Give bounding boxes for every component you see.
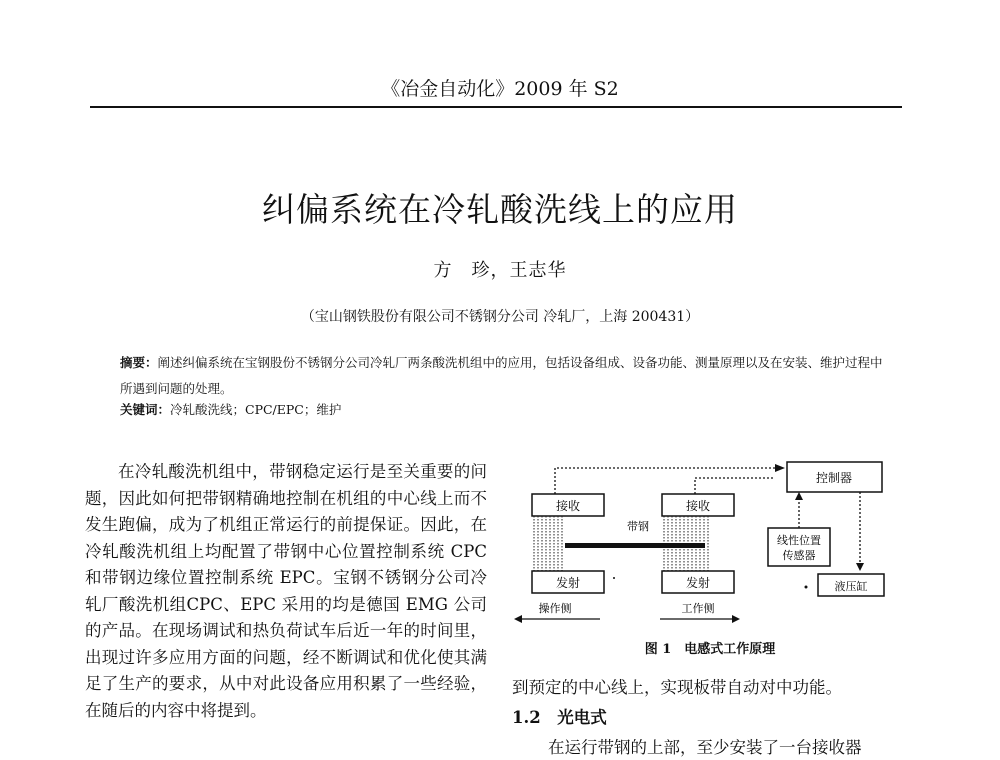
abstract-text: 阐述纠偏系统在宝钢股份不锈钢分公司冷轧厂两条酸洗机组中的应用，包括设备组成、设备功能、测量原理以及在安装、维护过程中所遇到问题的处理。 [120,355,883,396]
affiliation: （宝山钢铁股份有限公司不锈钢分公司 冷轧厂，上海 200431） [300,309,700,325]
figure-caption: 图 1 电感式工作原理 [644,642,776,657]
signal-line-right [695,478,775,494]
strip-label: 带钢 [627,520,649,533]
signal-line-left [555,468,775,494]
body-column-left [85,459,487,724]
arrow-to-controller [775,464,785,472]
body-right-line2: 在运行带钢的上部，至少安装了一台接收器 [548,738,862,757]
receiver-right-label: 接收 [685,499,711,513]
header-rule [90,106,902,108]
keywords-label: 关键词： [120,402,171,417]
body-right-line1: 到预定的中心线上，实现板带自动对中功能。 [512,678,842,697]
sensor-arrowhead [795,492,803,500]
sensor-label-line2: 传感器 [782,549,816,562]
figure-1 [510,458,910,628]
drive-side-arrowhead [732,615,740,623]
section-heading: 1.2 光电式 [512,708,607,727]
keywords-text: 冷轧酸洗线；CPC/EPC；维护 [170,402,342,417]
dot-mark-small [613,577,615,579]
emitter-left-label: 发射 [555,576,581,590]
controller-label: 控制器 [815,471,853,485]
authors: 方 珍，王志华 [433,260,567,281]
figure-diagram [510,458,910,628]
emitter-right-label: 发射 [685,576,711,590]
abstract-label: 摘要： [120,355,158,370]
cylinder-arrowhead [856,563,864,571]
cylinder-label: 液压缸 [834,580,868,593]
steel-strip [565,543,705,548]
dot-mark [805,586,808,589]
operator-side-label: 操作侧 [538,602,572,615]
paper-title: 纠偏系统在冷轧酸洗线上的应用 [262,190,738,229]
intro-paragraph: 在冷轧酸洗机组中，带钢稳定运行是至关重要的问题，因此如何把带钢精确地控制在机组的中心线上而不发生跑偏，成为了机组正常运行的前提保证。因此，在冷轧酸洗机组上均配置了带钢中心位置控制系统 CPC 和带钢边缘位置控制系统 EPC。宝钢不锈钢分公司冷轧厂酸洗机组CPC、EPC 采用的均是德国 EMG 公司的产品。在现场调试和热负荷试车后近一年的时间里，出现过许多应用方面的问题，经不断调试和优化使其满足了生产的要求，从中对此设备应用积累了一些经验，在随后的内容中将提到。 [85,462,487,720]
keywords [120,400,890,418]
operator-side-arrowhead [514,615,522,623]
drive-side-label: 工作侧 [681,602,715,615]
journal-header: 《冶金自动化》2009 年 S2 [381,78,619,100]
sensor-label-line1: 线性位置 [777,534,821,547]
abstract [120,350,890,402]
receiver-left-label: 接收 [555,499,581,513]
